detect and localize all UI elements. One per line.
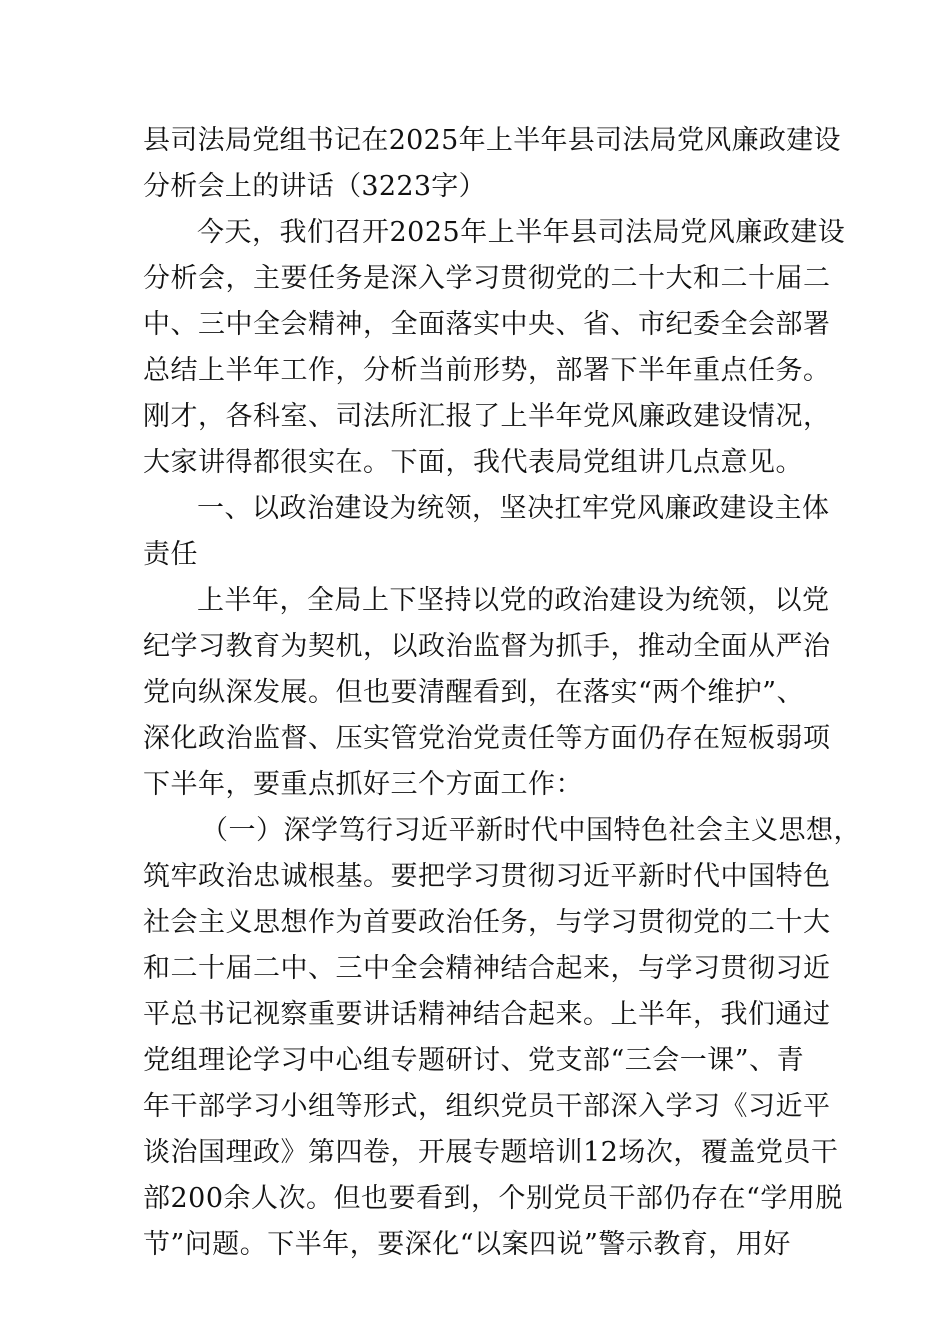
paragraph-line: 大家讲得都很实在。下面，我代表局党组讲几点意见。	[143, 447, 803, 478]
paragraph-line: 今天，我们召开2025年上半年县司法局党风廉政建设	[197, 217, 846, 248]
paragraph-line: 社会主义思想作为首要政治任务，与学习贯彻党的二十大	[143, 907, 831, 938]
paragraph-line: 和二十届二中、三中全会精神结合起来，与学习贯彻习近	[143, 953, 831, 984]
paragraph-line: 纪学习教育为契机，以政治监督为抓手，推动全面从严治	[143, 631, 831, 662]
section-heading-one	[143, 486, 830, 578]
document-title	[143, 118, 841, 210]
paragraph-line: 筑牢政治忠诚根基。要把学习贯彻习近平新时代中国特色	[143, 861, 831, 892]
paragraph-opening	[143, 210, 846, 486]
paragraph-line: 年干部学习小组等形式，组织党员干部深入学习《习近平	[143, 1091, 831, 1122]
heading-line: 一、以政治建设为统领，坚决扛牢党风廉政建设主体	[197, 493, 830, 524]
paragraph-first-half-review	[143, 578, 831, 808]
paragraph-line: （一）深学笃行习近平新时代中国特色社会主义思想，	[201, 815, 861, 846]
paragraph-line: 党组理论学习中心组专题研讨、党支部“三会一课”、青	[143, 1045, 805, 1076]
document-body	[143, 118, 861, 1268]
heading-line: 责任	[143, 539, 198, 570]
title-line: 分析会上的讲话（3223字）	[143, 171, 486, 202]
paragraph-subsection-one	[143, 808, 861, 1268]
paragraph-line: 谈治国理政》第四卷，开展专题培训12场次，覆盖党员干	[143, 1137, 839, 1168]
paragraph-line: 党向纵深发展。但也要清醒看到，在落实“两个维护”、	[143, 677, 805, 708]
paragraph-line: 部200余人次。但也要看到，个别党员干部仍存在“学用脱	[143, 1183, 843, 1214]
paragraph-line: 下半年，要重点抓好三个方面工作：	[143, 769, 583, 800]
paragraph-line: 分析会，主要任务是深入学习贯彻党的二十大和二十届二	[143, 263, 831, 294]
paragraph-line: 上半年，全局上下坚持以党的政治建设为统领，以党	[197, 585, 830, 616]
title-line: 县司法局党组书记在2025年上半年县司法局党风廉政建设	[143, 125, 841, 156]
paragraph-line: 深化政治监督、压实管党治党责任等方面仍存在短板弱项	[143, 723, 831, 754]
paragraph-line: 中、三中全会精神，全面落实中央、省、市纪委全会部署	[143, 309, 831, 340]
paragraph-line: 刚才，各科室、司法所汇报了上半年党风廉政建设情况，	[143, 401, 831, 432]
paragraph-line: 平总书记视察重要讲话精神结合起来。上半年，我们通过	[143, 999, 831, 1030]
paragraph-line: 总结上半年工作，分析当前形势，部署下半年重点任务。	[143, 355, 831, 386]
paragraph-line: 节”问题。下半年，要深化“以案四说”警示教育，用好	[143, 1229, 791, 1260]
